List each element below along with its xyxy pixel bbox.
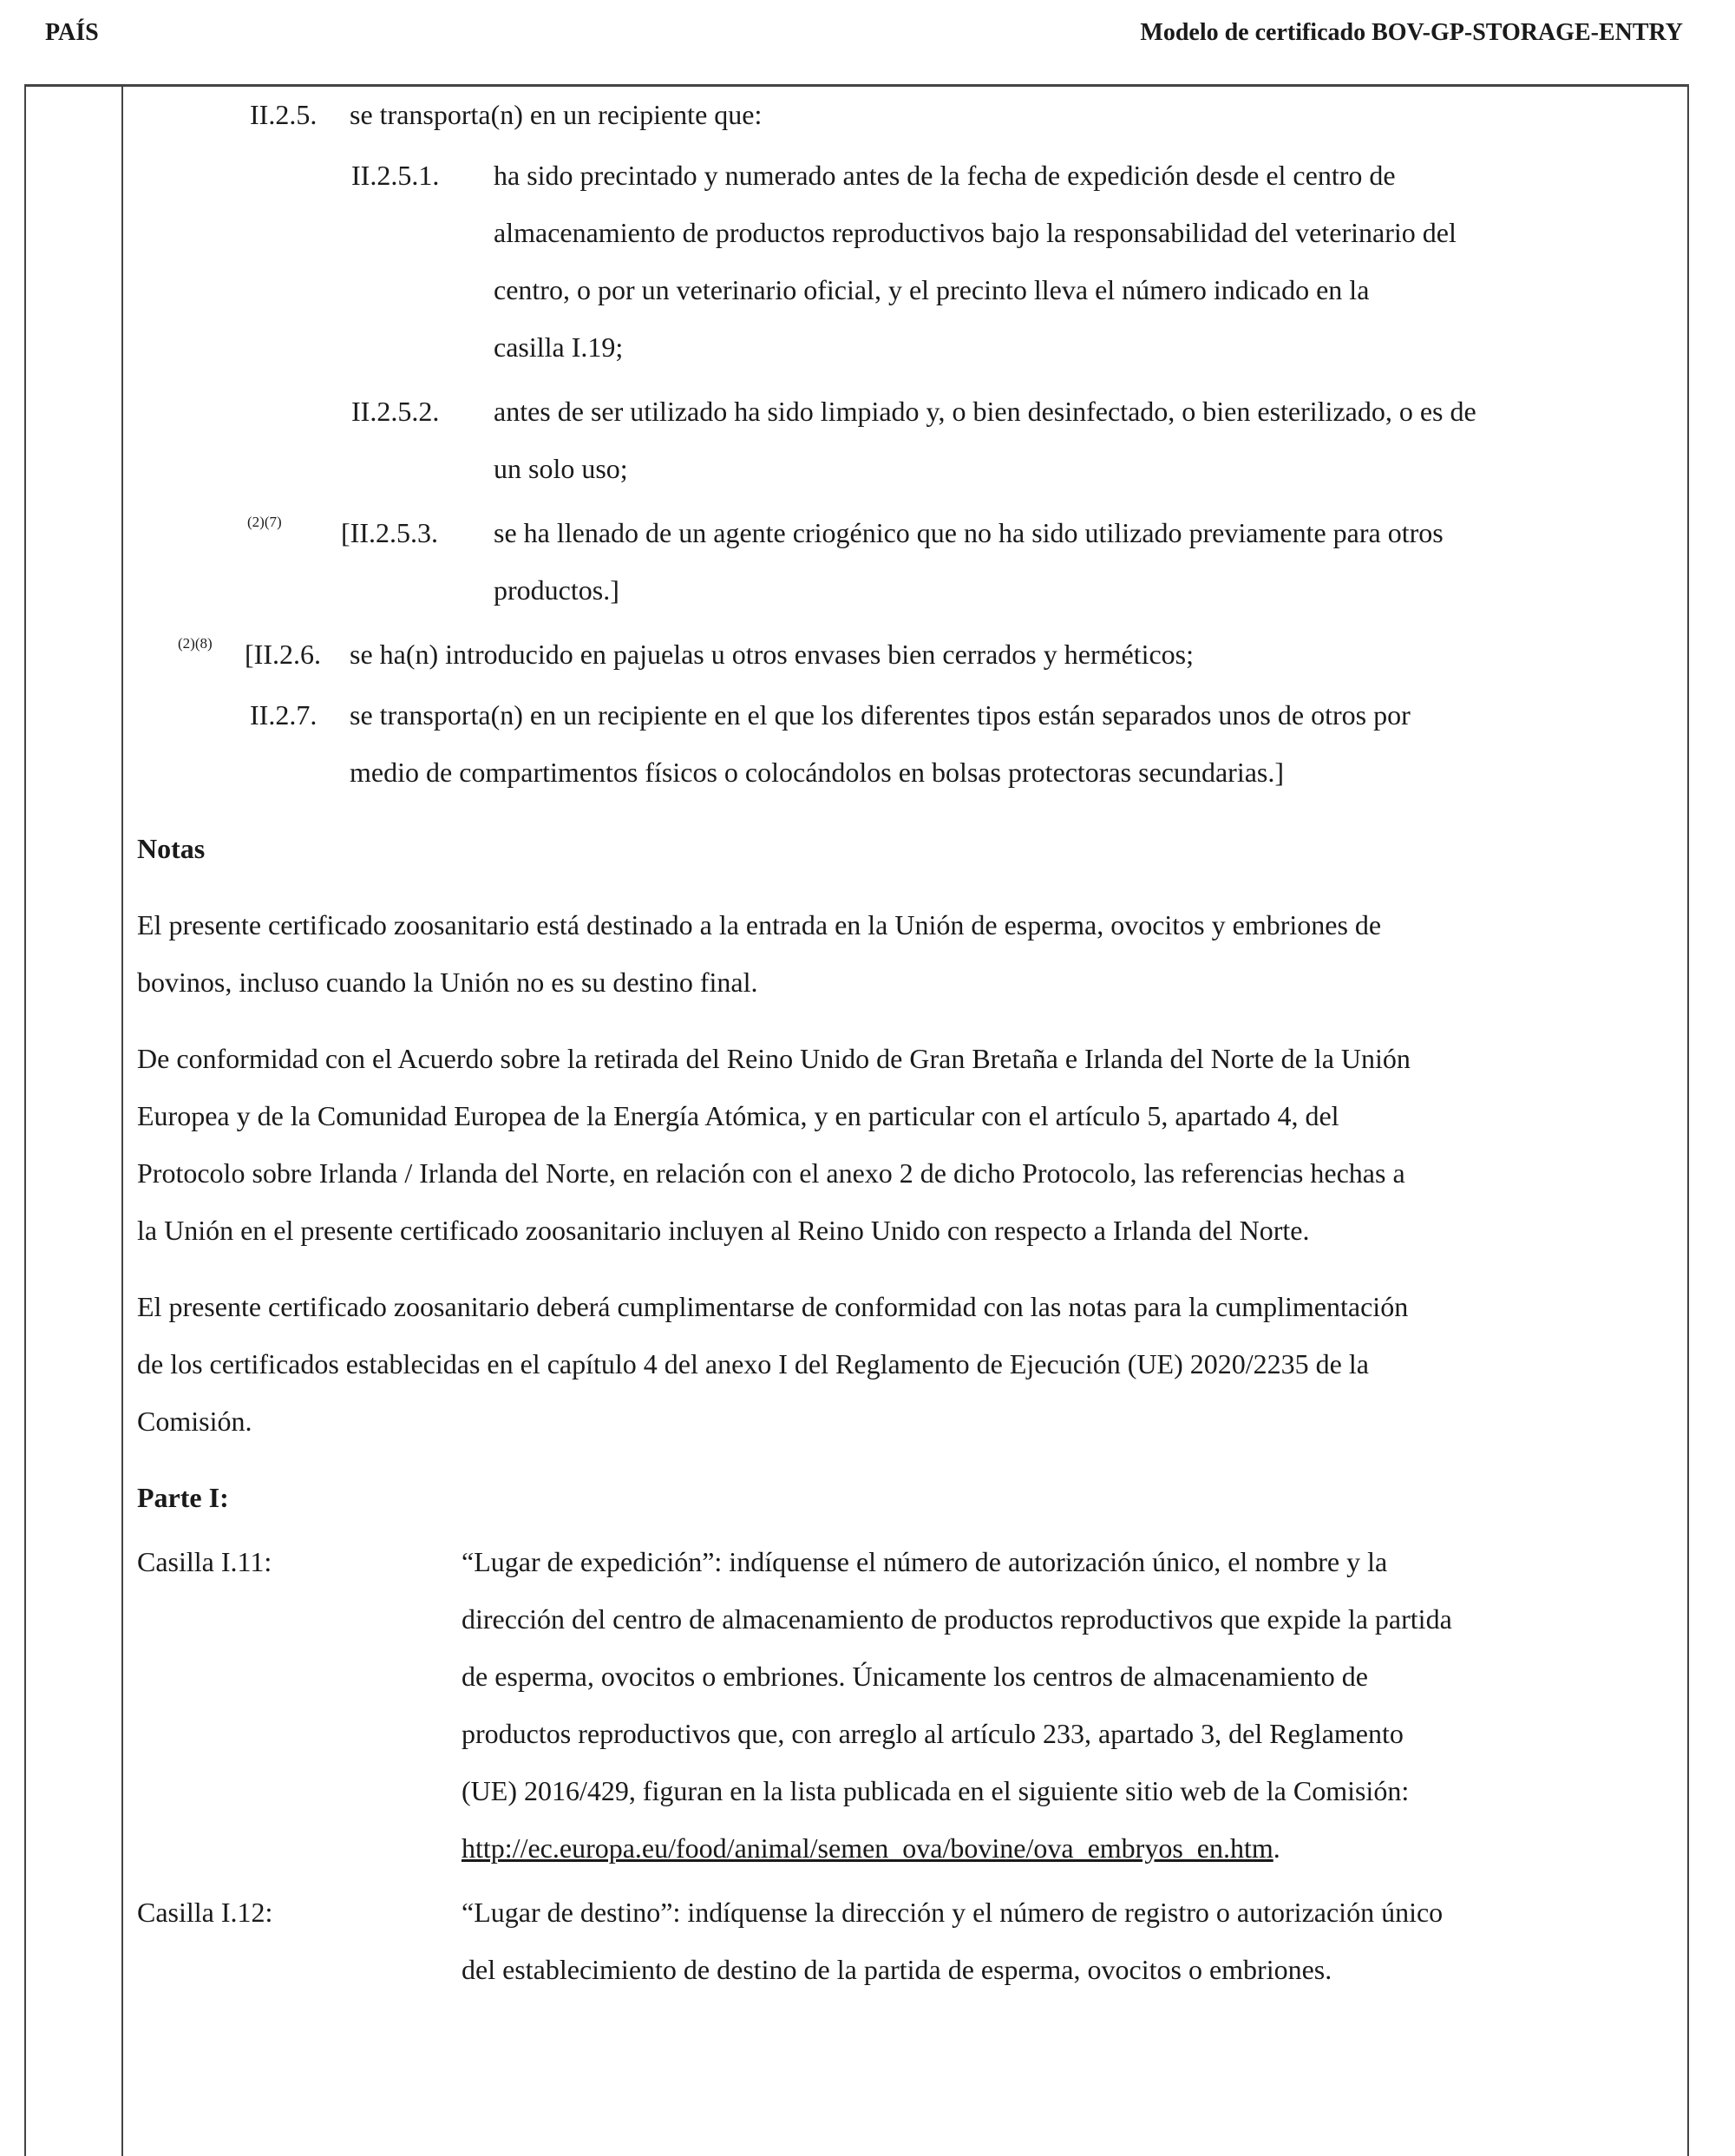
note-paragraph-line: Europea y de la Comunidad Europea de la Energía Atómica, y en particular con el artículo 5, apartado 4, del: [137, 1100, 1339, 1131]
clause-number: II.2.7.: [250, 699, 318, 731]
clause-number: II.2.5.: [250, 99, 318, 130]
note-paragraph-line: bovinos, incluso cuando la Unión no es su destino final.: [137, 967, 758, 998]
table-column-divider: [121, 84, 123, 2156]
box-label: Casilla I.12:: [137, 1897, 273, 1928]
clause-text-line: se transporta(n) en un recipiente en el que los diferentes tipos están separados unos de otros por: [350, 699, 1411, 731]
clause-text-line: medio de compartimentos físicos o colocándolos en bolsas protectoras secundarias.]: [350, 757, 1285, 788]
url-suffix: .: [1273, 1832, 1280, 1864]
clause-text-line: centro, o por un veterinario oficial, y el precinto lleva el número indicado en la: [494, 274, 1370, 305]
box-description-line: “Lugar de expedición”: indíquense el número de autorización único, el nombre y la: [462, 1546, 1388, 1577]
footnote-reference: (2)(8): [178, 635, 213, 652]
clause-text-line: ha sido precintado y numerado antes de la fecha de expedición desde el centro de: [494, 160, 1396, 191]
note-paragraph-line: De conformidad con el Acuerdo sobre la retirada del Reino Unido de Gran Bretaña e Irlanda del Norte de la Unión: [137, 1043, 1411, 1074]
notes-heading: Notas: [137, 833, 206, 864]
box-description-line: del establecimiento de destino de la partida de esperma, ovocitos o embriones.: [462, 1954, 1332, 1985]
part-heading: Parte I:: [137, 1482, 229, 1513]
box-description-line: (UE) 2016/429, figuran en la lista publicada en el siguiente sitio web de la Comisión:: [462, 1775, 1410, 1806]
box-description-line: “Lugar de destino”: indíquense la dirección y el número de registro o autorización único: [462, 1897, 1444, 1928]
note-paragraph-line: Comisión.: [137, 1406, 252, 1437]
note-paragraph-line: de los certificados establecidas en el capítulo 4 del anexo I del Reglamento de Ejecución (UE) 2020/2235 de la: [137, 1348, 1369, 1379]
clause-number: [II.2.6.: [245, 639, 321, 670]
clause-text: se ha(n) introducido en pajuelas u otros envases bien cerrados y herméticos;: [350, 639, 1195, 670]
box-description-url-line: [462, 1819, 1280, 1877]
clause-number: II.2.5.1.: [351, 160, 440, 191]
clause-text-line: almacenamiento de productos reproductivos bajo la responsabilidad del veterinario del: [494, 217, 1457, 248]
clause-text-line: un solo uso;: [494, 453, 628, 484]
note-paragraph-line: Protocolo sobre Irlanda / Irlanda del Norte, en relación con el anexo 2 de dicho Protocolo, las referencias hechas a: [137, 1157, 1405, 1189]
clause-text-line: se ha llenado de un agente criogénico que no ha sido utilizado previamente para otros: [494, 517, 1444, 548]
certificate-model-title: Modelo de certificado BOV-GP-STORAGE-ENTRY: [1140, 19, 1683, 46]
table-left-border: [24, 84, 26, 2156]
box-label: Casilla I.11:: [137, 1546, 272, 1577]
clause-text: se transporta(n) en un recipiente que:: [350, 99, 763, 130]
box-description-line: de esperma, ovocitos o embriones. Únicamente los centros de almacenamiento de: [462, 1661, 1368, 1692]
country-label: PAÍS: [45, 19, 99, 46]
box-description-line: productos reproductivos que, con arreglo al artículo 233, apartado 3, del Reglamento: [462, 1718, 1404, 1749]
clause-number: II.2.5.2.: [351, 396, 440, 427]
note-paragraph-line: El presente certificado zoosanitario deberá cumplimentarse de conformidad con las notas para la cumplimentación: [137, 1291, 1409, 1322]
commission-website-link[interactable]: http://ec.europa.eu/food/animal/semen_ova/bovine/ova_embryos_en.htm: [462, 1832, 1273, 1864]
clause-number: [II.2.5.3.: [341, 517, 438, 548]
clause-text-line: productos.]: [494, 574, 619, 606]
clause-text-line: casilla I.19;: [494, 331, 624, 363]
clause-text-line: antes de ser utilizado ha sido limpiado y, o bien desinfectado, o bien esterilizado, o es de: [494, 396, 1476, 427]
box-description-line: dirección del centro de almacenamiento de productos reproductivos que expide la partida: [462, 1603, 1452, 1635]
note-paragraph-line: la Unión en el presente certificado zoosanitario incluyen al Reino Unido con respecto a Irlanda del Norte.: [137, 1215, 1310, 1246]
table-right-border: [1687, 84, 1689, 2156]
footnote-reference: (2)(7): [247, 514, 282, 530]
note-paragraph-line: El presente certificado zoosanitario está destinado a la entrada en la Unión de esperma, ovocitos y embriones de: [137, 909, 1382, 940]
